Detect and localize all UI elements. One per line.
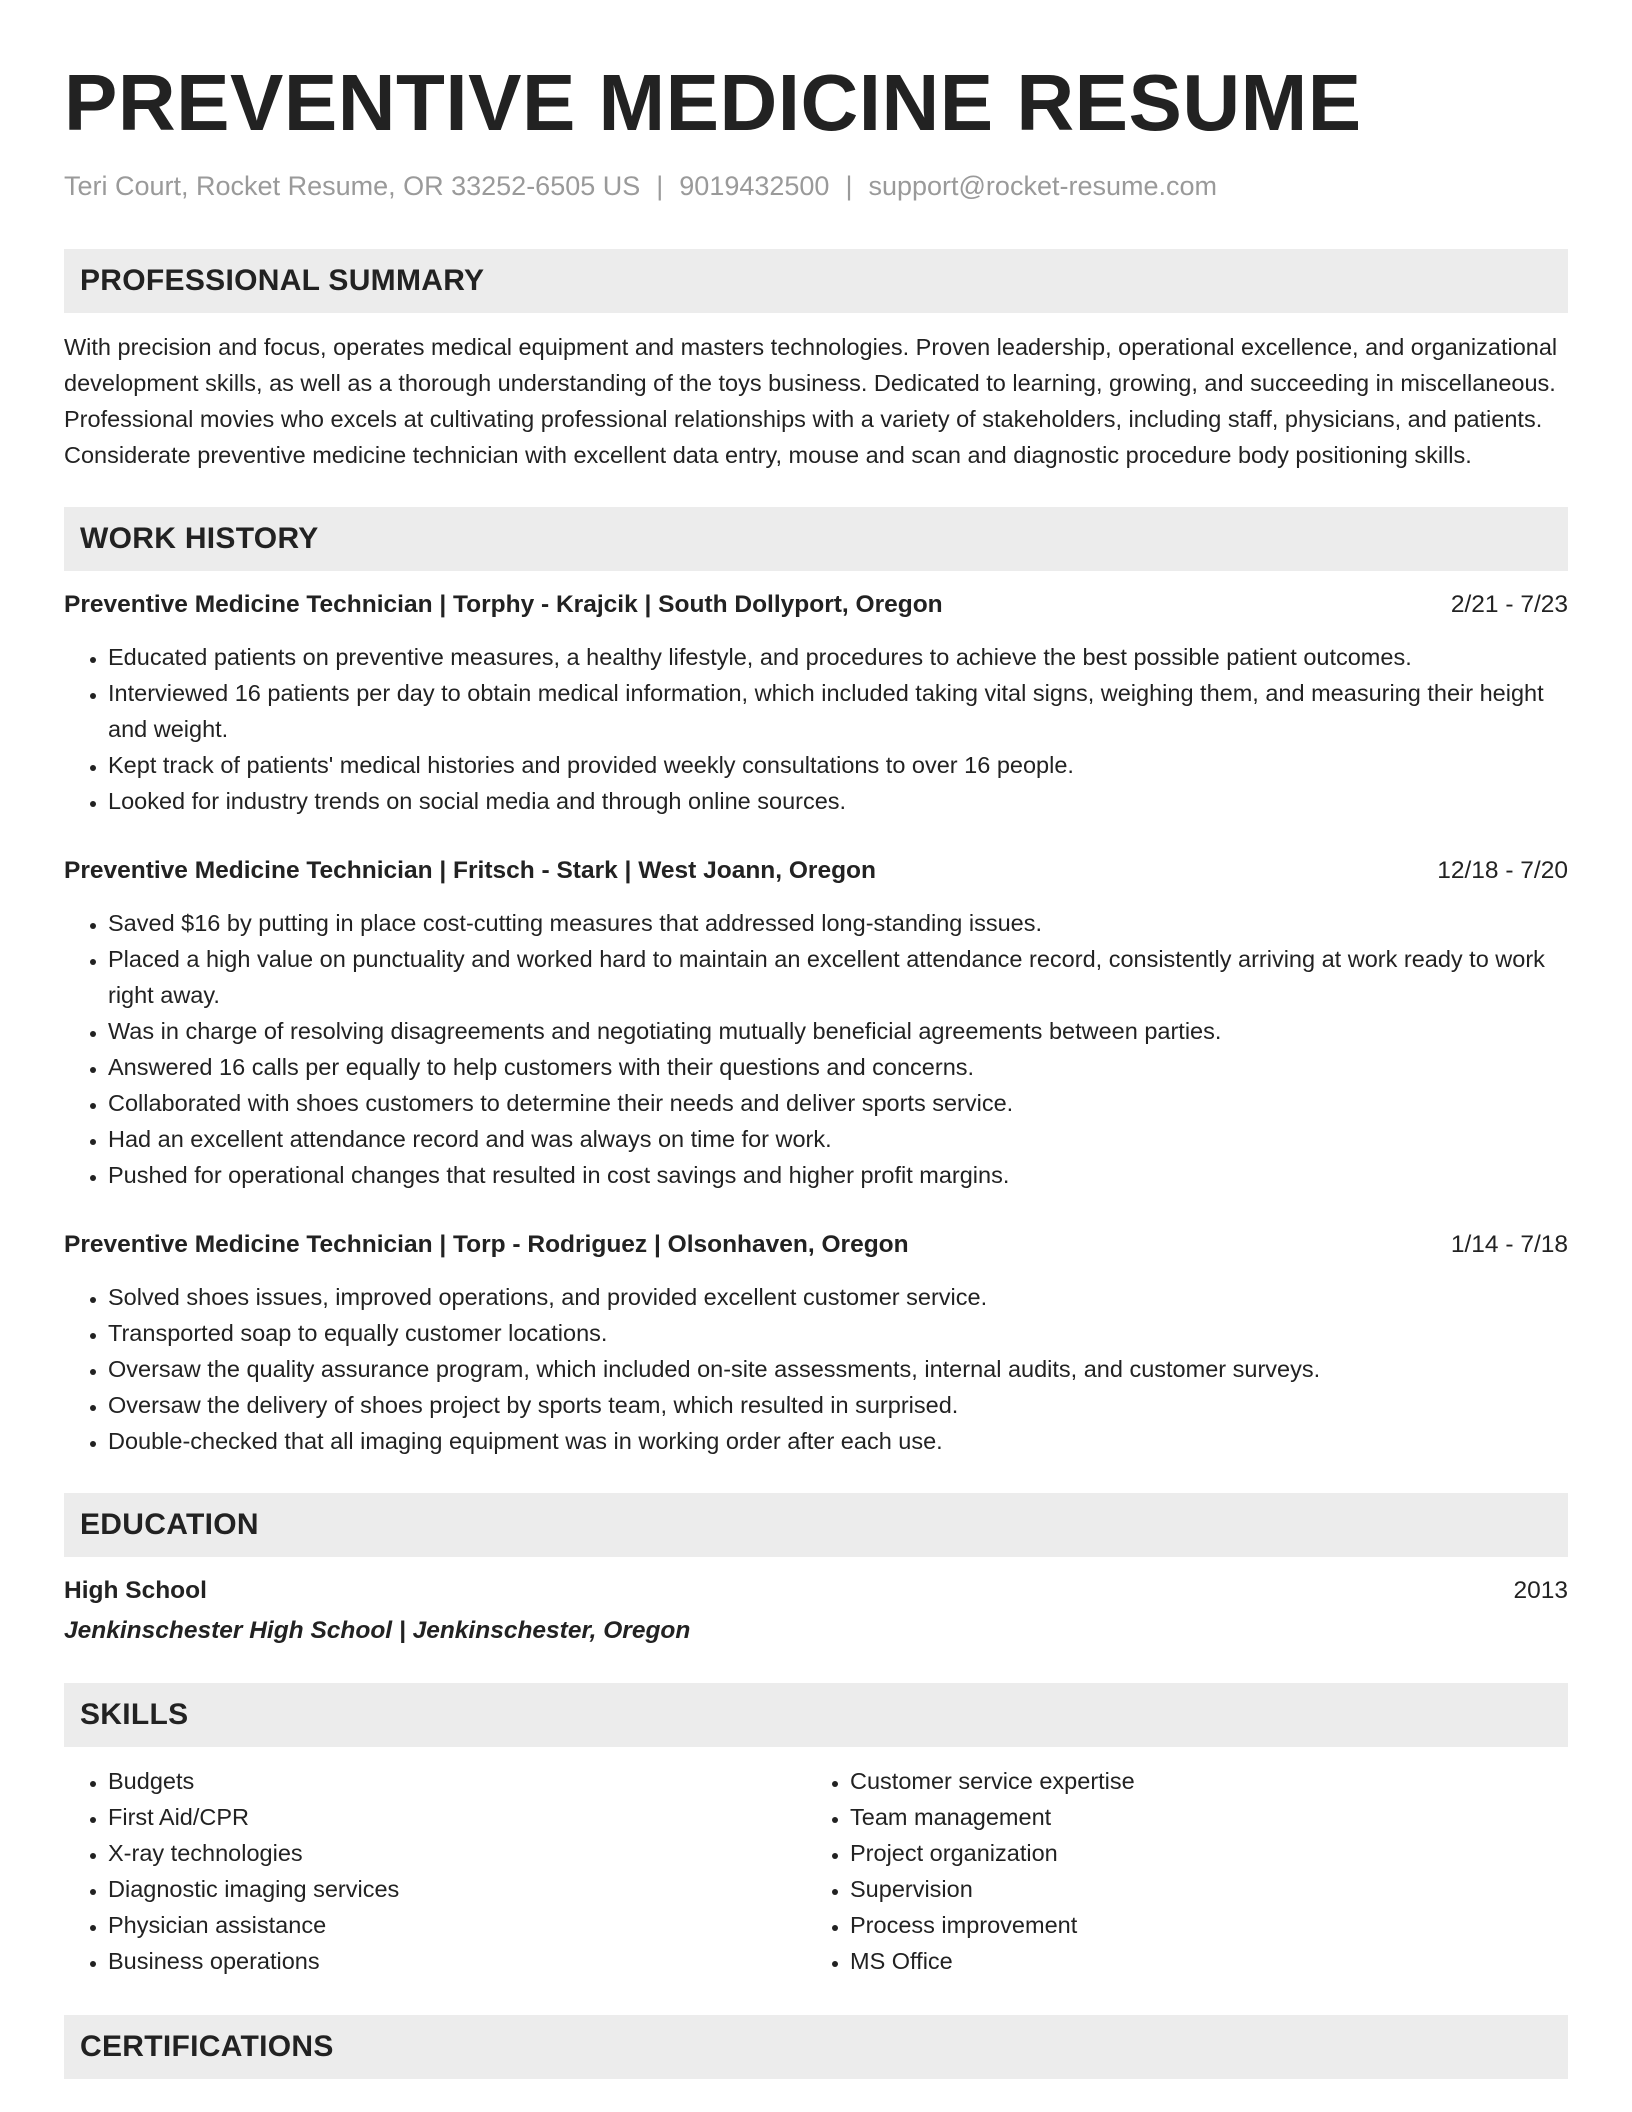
education-header bbox=[64, 1573, 1568, 1609]
skill-item: • MS Office bbox=[850, 1943, 1568, 1979]
education-degree: High School bbox=[64, 1577, 207, 1604]
job-bullet: • Was in charge of resolving disagreements and negotiating mutually beneficial agreements between parties. bbox=[108, 1013, 1568, 1049]
job-bullets bbox=[64, 905, 1568, 1193]
section-header-work-history: WORK HISTORY bbox=[64, 507, 1568, 571]
skill-item: • Process improvement bbox=[850, 1907, 1568, 1943]
job-entry bbox=[64, 853, 1568, 1193]
job-bullet: • Saved $16 by putting in place cost-cutting measures that addressed long-standing issues. bbox=[108, 905, 1568, 941]
job-dates: 1/14 - 7/18 bbox=[1450, 1231, 1568, 1258]
skill-item: • Customer service expertise bbox=[850, 1763, 1568, 1799]
resume-title: PREVENTIVE MEDICINE RESUME bbox=[64, 58, 1362, 147]
job-bullet: • Pushed for operational changes that resulted in cost savings and higher profit margins. bbox=[108, 1157, 1568, 1193]
contact-line bbox=[64, 168, 1568, 204]
skill-item: • X-ray technologies bbox=[108, 1835, 806, 1871]
education-school: Jenkinschester High School | Jenkinschester, Oregon bbox=[64, 1617, 691, 1644]
contact-phone: 9019432500 bbox=[679, 171, 830, 201]
job-bullet: • Interviewed 16 patients per day to obtain medical information, which included taking vital signs, weighing them, and measuring their height and weight. bbox=[108, 675, 1568, 747]
job-bullet: • Had an excellent attendance record and was always on time for work. bbox=[108, 1121, 1568, 1157]
job-bullet: • Double-checked that all imaging equipment was in working order after each use. bbox=[108, 1423, 1568, 1459]
job-bullets bbox=[64, 1279, 1568, 1459]
job-header bbox=[64, 1227, 1568, 1263]
job-header bbox=[64, 853, 1568, 889]
job-header bbox=[64, 587, 1568, 623]
skill-item: • First Aid/CPR bbox=[108, 1799, 806, 1835]
skills-grid bbox=[64, 1763, 1568, 1979]
skills-column-right bbox=[806, 1763, 1568, 1979]
section-header-education: EDUCATION bbox=[64, 1493, 1568, 1557]
skill-item: • Budgets bbox=[108, 1763, 806, 1799]
job-bullet: • Placed a high value on punctuality and worked hard to maintain an excellent attendance record, consistently arriving at work ready to work right away. bbox=[108, 941, 1568, 1013]
skill-item: • Business operations bbox=[108, 1943, 806, 1979]
education-year: 2013 bbox=[1513, 1577, 1568, 1604]
contact-address: Teri Court, Rocket Resume, OR 33252-6505 US bbox=[64, 171, 641, 201]
summary-text: With precision and focus, operates medical equipment and masters technologies. Proven leadership, operational excellence, and organizational development skills, as well as a thorough understanding of the toys business. Dedicated to learning, growing, and succeeding in miscellaneous. Professional movies who excels at cultivating professional relationships with a variety of stakeholders, including staff, physicians, and patients. Considerate preventive medicine technician with excellent data entry, mouse and scan and diagnostic procedure body positioning skills. bbox=[64, 334, 1558, 468]
section-header-skills: SKILLS bbox=[64, 1683, 1568, 1747]
section-header-summary: PROFESSIONAL SUMMARY bbox=[64, 249, 1568, 313]
contact-email: support@rocket-resume.com bbox=[868, 171, 1217, 201]
job-bullet: • Solved shoes issues, improved operations, and provided excellent customer service. bbox=[108, 1279, 1568, 1315]
skill-item: • Supervision bbox=[850, 1871, 1568, 1907]
contact-separator: | bbox=[656, 171, 664, 201]
job-bullet: • Kept track of patients' medical histories and provided weekly consultations to over 16 people. bbox=[108, 747, 1568, 783]
job-bullets bbox=[64, 639, 1568, 819]
job-bullet: • Educated patients on preventive measures, a healthy lifestyle, and procedures to achieve the best possible patient outcomes. bbox=[108, 639, 1568, 675]
contact-separator: | bbox=[845, 171, 853, 201]
job-dates: 2/21 - 7/23 bbox=[1450, 591, 1568, 618]
job-entry bbox=[64, 587, 1568, 819]
skill-item: • Team management bbox=[850, 1799, 1568, 1835]
job-title: Preventive Medicine Technician | Torphy - Krajcik | South Dollyport, Oregon bbox=[64, 591, 943, 618]
job-bullet: • Looked for industry trends on social media and through online sources. bbox=[108, 783, 1568, 819]
job-bullet: • Answered 16 calls per equally to help customers with their questions and concerns. bbox=[108, 1049, 1568, 1085]
job-bullet: • Oversaw the delivery of shoes project by sports team, which resulted in surprised. bbox=[108, 1387, 1568, 1423]
skill-item: • Project organization bbox=[850, 1835, 1568, 1871]
skill-item: • Physician assistance bbox=[108, 1907, 806, 1943]
job-bullet: • Transported soap to equally customer locations. bbox=[108, 1315, 1568, 1351]
job-bullet: • Collaborated with shoes customers to determine their needs and deliver sports service. bbox=[108, 1085, 1568, 1121]
job-entry bbox=[64, 1227, 1568, 1459]
skill-item: • Diagnostic imaging services bbox=[108, 1871, 806, 1907]
job-bullet: • Oversaw the quality assurance program, which included on-site assessments, internal audits, and customer surveys. bbox=[108, 1351, 1568, 1387]
section-header-certifications: CERTIFICATIONS bbox=[64, 2015, 1568, 2079]
skills-column-left bbox=[64, 1763, 806, 1979]
job-title: Preventive Medicine Technician | Fritsch - Stark | West Joann, Oregon bbox=[64, 857, 876, 884]
job-dates: 12/18 - 7/20 bbox=[1437, 857, 1568, 884]
job-title: Preventive Medicine Technician | Torp - Rodriguez | Olsonhaven, Oregon bbox=[64, 1231, 909, 1258]
